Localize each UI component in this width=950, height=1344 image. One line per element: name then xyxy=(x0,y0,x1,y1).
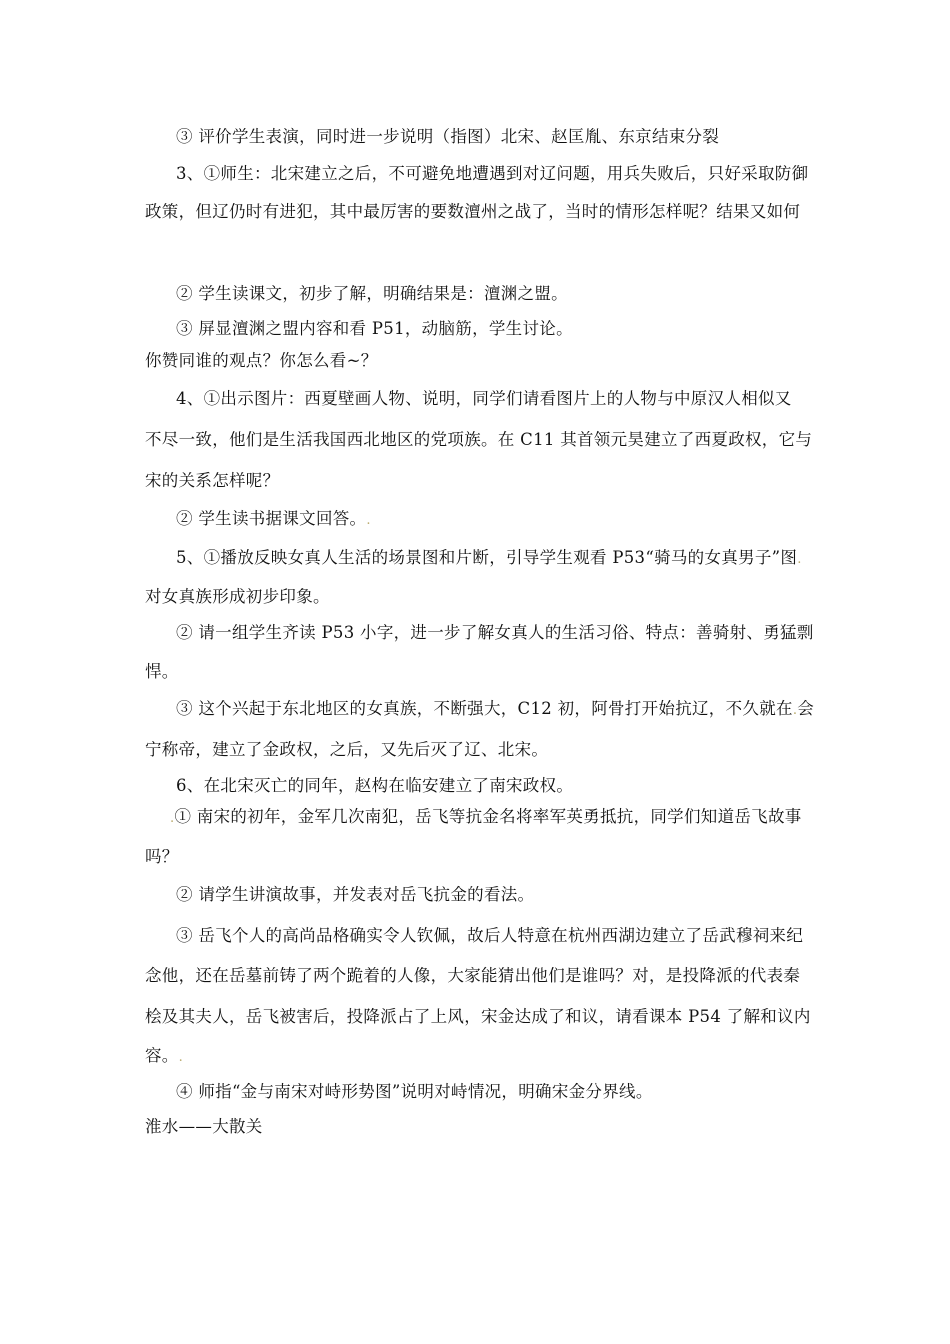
text-line: ③ 屏显澶渊之盟内容和看 P51，动脑筋，学生讨论。 xyxy=(176,319,573,338)
text-line xyxy=(176,698,814,722)
text-line: 3、①师生：北宋建立之后，不可避免地遭遇到对辽问题，用兵失败后，只好采取防御 xyxy=(176,164,809,183)
text-line xyxy=(145,1045,183,1069)
text-line: 念他，还在岳墓前铸了两个跪着的人像，大家能猜出他们是谁吗？对，是投降派的代表秦 xyxy=(145,966,801,985)
text-line: ③ 岳飞个人的高尚品格确实令人钦佩，故后人特意在杭州西湖边建立了岳武穆祠来纪 xyxy=(176,926,804,945)
text-line xyxy=(176,547,802,571)
stray-mark: . xyxy=(170,811,175,826)
text-line-content: ③ 这个兴起于东北地区的女真族，不断强大，C12 初，阿骨打开始抗辽，不久就在 xyxy=(176,699,793,718)
text-line: 4、①出示图片：西夏壁画人物、说明，同学们请看图片上的人物与中原汉人相似又 xyxy=(176,389,792,408)
text-line-content: 容。 xyxy=(145,1046,179,1065)
text-line: 对女真族形成初步印象。 xyxy=(145,587,330,606)
text-line: ④ 师指“金与南宋对峙形势图”说明对峙情况，明确宋金分界线。 xyxy=(176,1082,653,1101)
text-line: 6、在北宋灭亡的同年，赵构在临安建立了南宋政权。 xyxy=(176,776,574,795)
text-line: 桧及其夫人，岳飞被害后，投降派占了上风，宋金达成了和议，请看课本 P54 了解和议内 xyxy=(145,1007,811,1026)
text-line: 宋的关系怎样呢？ xyxy=(145,471,280,490)
text-line: 你赞同谁的观点？你怎么看~？ xyxy=(145,351,378,370)
text-line: 淮水——大散关 xyxy=(145,1117,263,1136)
text-line: 不尽一致，他们是生活我国西北地区的党项族。在 C11 其首领元昊建立了西夏政权，它与 xyxy=(145,430,813,449)
stray-mark: . xyxy=(178,1050,184,1065)
text-line xyxy=(170,806,802,830)
text-line: 悍。 xyxy=(145,662,179,681)
text-line: 政策，但辽仍时有进犯，其中最厉害的要数澶州之战了，当时的情形怎样呢？结果又如何 xyxy=(145,202,801,221)
text-line: ③ 评价学生表演，同时进一步说明（指图）北宋、赵匡胤、东京结束分裂 xyxy=(176,127,720,146)
text-line: 宁称帝，建立了金政权，之后，又先后灭了辽、北宋。 xyxy=(145,740,549,759)
stray-mark: . xyxy=(792,703,798,718)
text-line: 吗？ xyxy=(145,847,179,866)
text-line-content: ② 学生读书据课文回答。 xyxy=(176,509,367,528)
text-line-content: 会 xyxy=(797,699,815,718)
text-line xyxy=(176,508,371,532)
stray-mark: . xyxy=(797,552,802,567)
stray-mark: . xyxy=(366,513,371,528)
text-line: ② 请学生讲演故事，并发表对岳飞抗金的看法。 xyxy=(176,885,535,904)
text-line: ② 学生读课文，初步了解，明确结果是：澶渊之盟。 xyxy=(176,284,568,303)
text-line: ② 请一组学生齐读 P53 小字，进一步了解女真人的生活习俗、特点：善骑射、勇猛剽 xyxy=(176,623,814,642)
text-line-content: 5、①播放反映女真人生活的场景图和片断，引导学生观看 P53“骑马的女真男子”图 xyxy=(176,548,798,567)
text-line-content: ① 南宋的初年，金军几次南犯，岳飞等抗金名将率军英勇抵抗，同学们知道岳飞故事 xyxy=(174,807,802,826)
